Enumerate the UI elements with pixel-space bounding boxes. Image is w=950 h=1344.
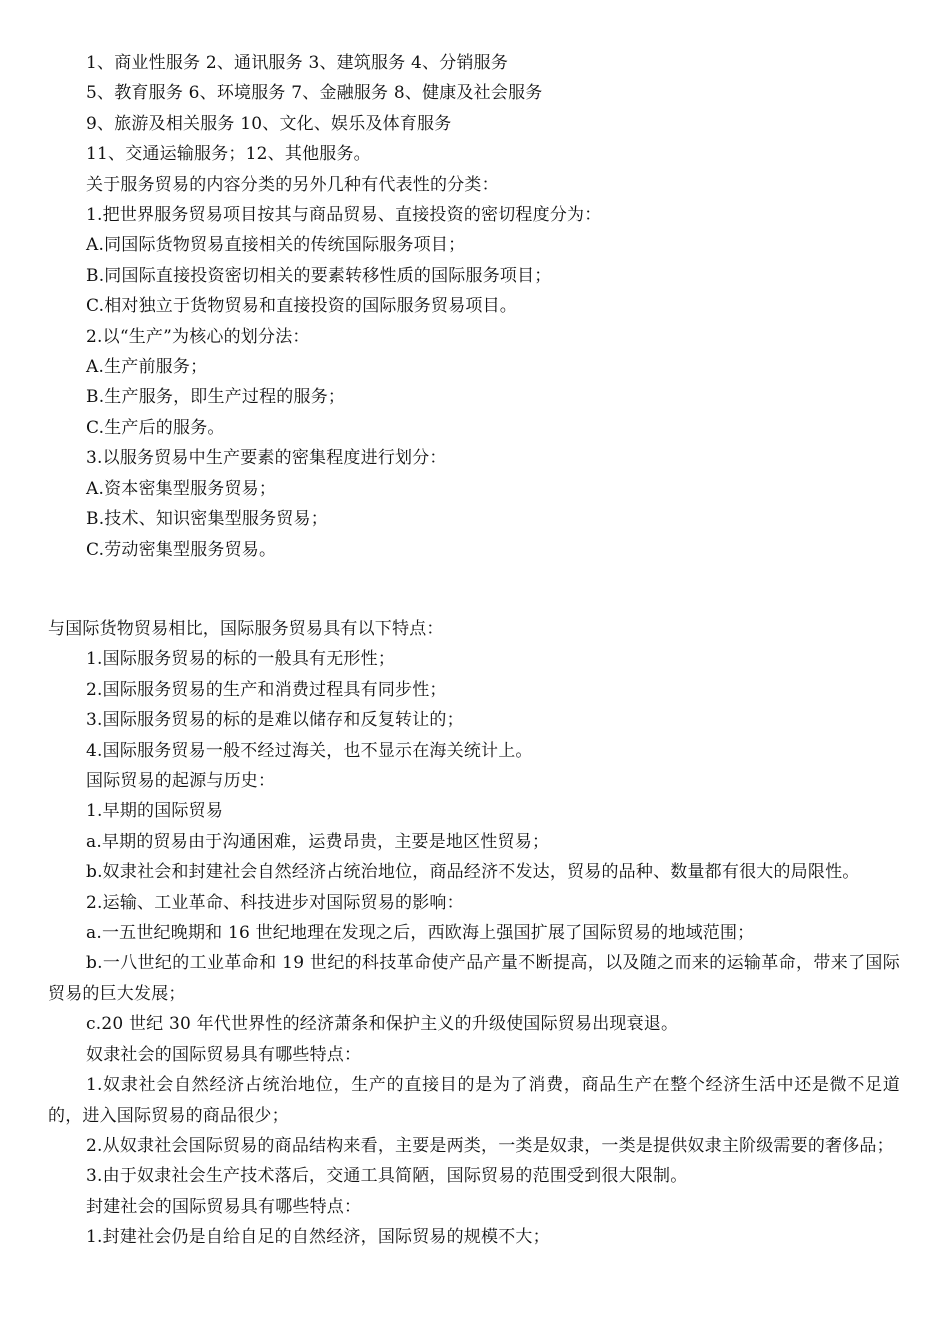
paragraph: C.相对独立于货物贸易和直接投资的国际服务贸易项目。 [86,296,518,317]
paragraph: 3.国际服务贸易的标的是难以储存和反复转让的； [86,710,464,731]
service-trade-classification-section [48,48,900,565]
paragraph: a.一五世纪晚期和 16 世纪地理在发现之后，西欧海上强国扩展了国际贸易的地域范围； [86,923,755,944]
paragraph: 4.国际服务贸易一般不经过海关，也不显示在海关统计上。 [86,740,533,761]
paragraph: 1.早期的国际贸易 [86,801,224,822]
paragraph: 国际贸易的起源与历史： [86,771,276,792]
paragraph: 1.奴隶社会自然经济占统治地位，生产的直接目的是为了消费，商品生产在整个经济生活中还是微不足道的，进入国际贸易的商品很少； [48,1075,900,1126]
paragraph: C.生产后的服务。 [86,417,225,438]
paragraph: 3.以服务贸易中生产要素的密集程度进行划分： [86,448,447,469]
paragraph: 1.封建社会仍是自给自足的自然经济，国际贸易的规模不大； [86,1227,550,1248]
paragraph: 奴隶社会的国际贸易具有哪些特点： [86,1044,362,1065]
paragraph: B.生产服务，即生产过程的服务； [86,387,346,408]
paragraph: B.技术、知识密集型服务贸易； [86,509,328,530]
paragraph: 2.以“生产”为核心的划分法： [86,326,310,347]
paragraph: a.早期的贸易由于沟通困难，运费昂贵，主要是地区性贸易； [86,831,550,852]
paragraph: 封建社会的国际贸易具有哪些特点： [86,1196,362,1217]
trade-characteristics-section [48,614,900,1253]
paragraph: A.同国际货物贸易直接相关的传统国际服务项目； [86,235,466,256]
paragraph: 11、交通运输服务；12、其他服务。 [86,144,371,165]
paragraph: 5、教育服务 6、环境服务 7、金融服务 8、健康及社会服务 [86,83,543,104]
paragraph: A.资本密集型服务贸易； [86,478,277,499]
paragraph: c.20 世纪 30 年代世界性的经济萧条和保护主义的升级使国际贸易出现衰退。 [86,1014,679,1035]
paragraph: C.劳动密集型服务贸易。 [86,539,277,560]
paragraph: B.同国际直接投资密切相关的要素转移性质的国际服务项目； [86,265,552,286]
paragraph: 1.把世界服务贸易项目按其与商品贸易、直接投资的密切程度分为： [86,205,602,226]
paragraph: 1.国际服务贸易的标的一般具有无形性； [86,649,396,670]
paragraph: A.生产前服务； [86,357,208,378]
paragraph: 2.从奴隶社会国际贸易的商品结构来看，主要是两类，一类是奴隶，一类是提供奴隶主阶级需要的奢侈品； [86,1135,894,1156]
section-intro: 与国际货物贸易相比，国际服务贸易具有以下特点： [48,619,444,639]
paragraph: 2.运输、工业革命、科技进步对国际贸易的影响： [86,892,464,913]
paragraph: 3.由于奴隶社会生产技术落后，交通工具简陋，国际贸易的范围受到很大限制。 [86,1166,688,1187]
paragraph: 2.国际服务贸易的生产和消费过程具有同步性； [86,679,447,700]
paragraph: 关于服务贸易的内容分类的另外几种有代表性的分类： [86,174,499,195]
paragraph: 9、旅游及相关服务 10、文化、娱乐及体育服务 [86,113,452,134]
paragraph: b.奴隶社会和封建社会自然经济占统治地位，商品经济不发达，贸易的品种、数量都有很大的局限性。 [86,862,860,883]
paragraph: 1、商业性服务 2、通讯服务 3、建筑服务 4、分销服务 [86,53,509,73]
paragraph: b.一八世纪的工业革命和 19 世纪的科技革命使产品产量不断提高，以及随之而来的运输革命，带来了国际贸易的巨大发展； [48,953,900,1004]
